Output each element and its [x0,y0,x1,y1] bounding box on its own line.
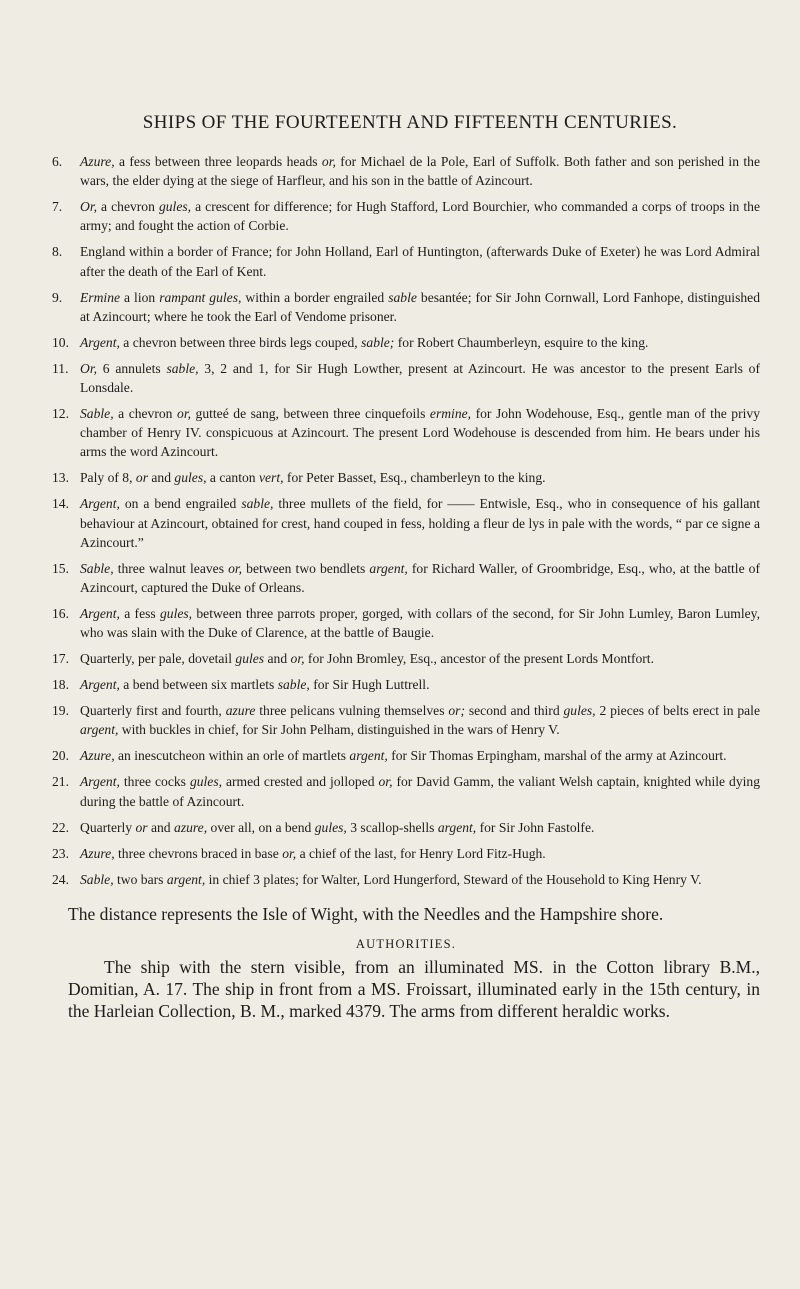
entry-text: Sable, two bars argent, in chief 3 plates; for Walter, Lord Hungerford, Steward of the Household to King Henry V. [80,871,702,887]
entry-number: 10. [52,334,69,350]
entry-number: 11. [52,360,69,376]
entry-number: 12. [52,406,69,422]
heraldry-entry [52,494,760,552]
entry-text: Argent, a fess gules, between three parrots proper, gorged, with collars of the second, for Sir John Lumley, Baron Lumley, who was slain with the Duke of Clarence, at the battle of Baugie. [80,606,760,641]
heraldry-entry [52,772,760,810]
entry-number: 7. [52,199,63,215]
heraldry-entry [52,870,760,889]
distance-note: The distance represents the Isle of Wight, with the Needles and the Hampshire shore. [68,903,664,924]
entry-text: Azure, a fess between three leopards heads or, for Michael de la Pole, Earl of Suffolk. Both father and son perished in the wars, the elder dying at the siege of Harfleur, and his son in the battle of Azincourt. [80,154,760,189]
entry-number: 16. [52,606,69,622]
entry-number: 13. [52,470,69,486]
entry-number: 21. [52,774,69,790]
entry-text: Quarterly, per pale, dovetail gules and or, for John Bromley, Esq., ancestor of the present Lords Montfort. [80,651,654,667]
heraldry-entry [52,288,760,326]
heraldry-entry [52,359,760,397]
entry-text: Argent, a chevron between three birds legs couped, sable; for Robert Chaumberleyn, esquire to the king. [80,334,649,350]
entry-text: Sable, a chevron or, gutteé de sang, between three cinquefoils ermine, for John Wodehouse, Esq., gentle man of the privy chamber of Henry IV. conspicuous at Azincourt. The present Lord Wodehouse is descended from him. He bears under his arms the word Azincourt. [80,406,760,460]
entry-number: 9. [52,289,63,305]
page-title: SHIPS OF THE FOURTEENTH AND FIFTEENTH CENTURIES. [142,112,678,133]
heraldry-entry [52,559,760,597]
entry-text: Or, a chevron gules, a crescent for difference; for Hugh Stafford, Lord Bourchier, who commanded a corps of troops in the army; and fought the action of Corbie. [80,199,760,234]
authorities-heading: AUTHORITIES. [355,936,457,951]
entry-number: 6. [52,154,63,169]
entry-text: Ermine a lion rampant gules, within a border engrailed sable besantée; for Sir John Cornwall, Lord Fanhope, distinguished at Azincourt; where he took the Earl of Vendome prisoner. [80,289,760,324]
entry-text: Azure, three chevrons braced in base or, a chief of the last, for Henry Lord Fitz-Hugh. [80,845,546,861]
heraldry-entry [52,675,760,694]
entry-number: 19. [52,703,69,719]
entry-text: Argent, three cocks gules, armed crested and jolloped or, for David Gamm, the valiant Welsh captain, knighted while dying during the battle of Azincourt. [80,774,760,809]
entry-number: 18. [52,677,69,693]
entry-number: 8. [52,244,63,260]
entry-number: 14. [52,496,69,512]
heraldry-entry [52,197,760,235]
heraldry-entry [52,844,760,863]
entry-number: 17. [52,651,69,667]
entry-text: Paly of 8, or and gules, a canton vert, for Peter Basset, Esq., chamberleyn to the king. [80,470,546,486]
heraldry-entry [52,649,760,668]
entry-number: 23. [52,845,69,861]
entry-number: 24. [52,871,69,887]
heraldry-entry [52,604,760,642]
entry-text: Sable, three walnut leaves or, between two bendlets argent, for Richard Waller, of Groombridge, Esq., who, at the battle of Azincourt, captured the Duke of Orleans. [80,560,761,596]
heraldry-entry [52,333,760,352]
entry-text: Argent, on a bend engrailed sable, three mullets of the field, for —— Entwisle, Esq., who in consequence of his gallant behaviour at Azincourt, obtained for crest, hand couped in fess, holding a fleur de lys in pale with the words, “ par ce signe a Azincourt.” [80,496,760,550]
heraldry-entry [52,468,760,487]
entry-text: Quarterly or and azure, over all, on a bend gules, 3 scallop-shells argent, for Sir John Fastolfe. [80,819,595,835]
heraldry-entry [52,701,760,739]
heraldry-entry [52,242,760,280]
heraldry-entry [52,152,760,190]
entry-text: Or, 6 annulets sable, 3, 2 and 1, for Sir Hugh Lowther, present at Azincourt. He was ancestor to the present Earls of Lonsdale. [80,360,761,396]
entry-number: 15. [52,560,69,576]
heraldry-entry [52,818,760,837]
entry-number: 22. [52,819,69,835]
entry-text: Argent, a bend between six martlets sable, for Sir Hugh Luttrell. [80,677,430,693]
entry-text: Azure, an inescutcheon within an orle of martlets argent, for Sir Thomas Erpingham, marshal of the army at Azincourt. [80,748,727,764]
heraldry-list [52,152,760,889]
entry-text: England within a border of France; for John Holland, Earl of Huntington, (afterwards Duke of Exeter) he was Lord Admiral after the death of the Earl of Kent. [80,244,760,279]
authorities-text: The ship with the stern visible, from an illuminated MS. in the Cotton library B.M., Domitian, A. 17. The ship in front from a MS. Froissart, illuminated early in the 15th century, in the Harleian Collection, B. M., marked 4379. The arms from different heraldic works. [68,956,760,1021]
entry-text: Quarterly first and fourth, azure three pelicans vulning themselves or; second and third gules, 2 pieces of belts erect in pale argent, with buckles in chief, for Sir John Pelham, distinguished in the wars of Henry V. [80,703,760,738]
entry-number: 20. [52,748,69,764]
heraldry-entry [52,404,760,462]
heraldry-entry [52,746,760,765]
